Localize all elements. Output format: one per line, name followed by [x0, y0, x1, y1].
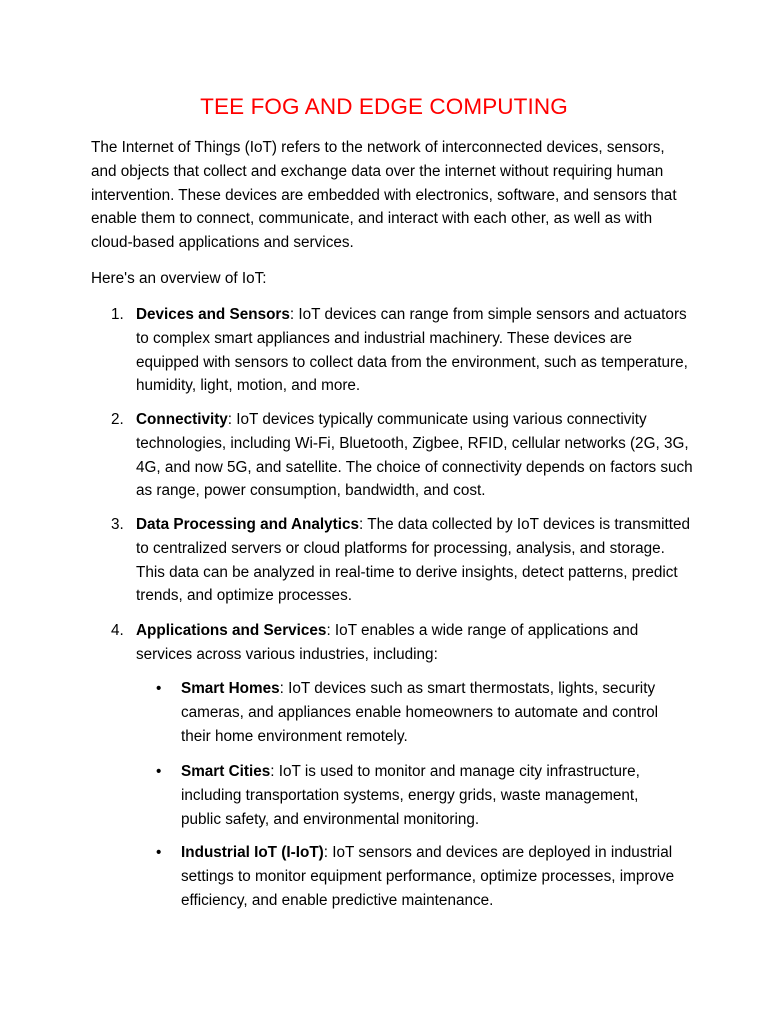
bullet-marker: •: [156, 844, 162, 861]
list-item-term: Connectivity: [136, 411, 228, 428]
list-number: 4.: [111, 622, 124, 639]
overview-heading: Here's an overview of IoT:: [91, 270, 267, 287]
bullet-marker: •: [156, 763, 162, 780]
list-item-description: : IoT sensors and devices are deployed in industrial settings to monitor equipment performance, optimize processes, improve efficiency, and enable predictive maintenance.: [181, 844, 675, 909]
list-item-term: Smart Cities: [181, 763, 271, 780]
list-item-text: [136, 303, 696, 398]
list-number: 1.: [111, 306, 124, 323]
document-title: TEE FOG AND EDGE COMPUTING: [200, 94, 568, 119]
list-number: 3.: [111, 516, 124, 533]
bullet-marker: •: [156, 680, 162, 697]
list-number: 2.: [111, 411, 124, 428]
list-item-text: [136, 408, 696, 503]
list-item-description: : IoT enables a wide range of applications and services across various industries, including:: [136, 622, 639, 663]
list-item-text: [181, 677, 681, 748]
list-item-term: Devices and Sensors: [136, 306, 290, 323]
list-item-text: [181, 760, 681, 831]
list-item-text: [136, 513, 696, 608]
list-item-description: : IoT devices such as smart thermostats, lights, security cameras, and appliances enable homeowners to automate and control their home environment remotely.: [181, 680, 659, 745]
list-item-term: Industrial IoT (I-IoT): [181, 844, 324, 861]
list-item-description: : The data collected by IoT devices is transmitted to centralized servers or cloud platforms for processing, analysis, and storage. This data can be analyzed in real-time to derive insights, detect patterns, predict trends, and optimize processes.: [136, 516, 691, 605]
intro-paragraph: The Internet of Things (IoT) refers to the network of interconnected devices, sensors, and objects that collect and exchange data over the internet without requiring human intervention. These devices are embedded with electronics, software, and sensors that enable them to connect, communicate, and interact with each other, as well as with cloud-based applications and services.: [91, 139, 677, 252]
list-item-term: Smart Homes: [181, 680, 280, 697]
list-item-text: [136, 619, 696, 667]
list-item-term: Data Processing and Analytics: [136, 516, 360, 533]
list-item-description: : IoT devices typically communicate using various connectivity technologies, including Wi-Fi, Bluetooth, Zigbee, RFID, cellular networks (2G, 3G, 4G, and now 5G, and satellite. The choice of connectivity depends on factors such as range, power consumption, bandwidth, and cost.: [136, 411, 693, 500]
list-item-description: : IoT is used to monitor and manage city infrastructure, including transportation systems, energy grids, waste management, public safety, and environmental monitoring.: [181, 763, 640, 828]
list-item-term: Applications and Services: [136, 622, 327, 639]
list-item-description: : IoT devices can range from simple sensors and actuators to complex smart appliances and industrial machinery. These devices are equipped with sensors to collect data from the environment, such as temperature, humidity, light, motion, and more.: [136, 306, 688, 395]
list-item-text: [181, 841, 681, 912]
